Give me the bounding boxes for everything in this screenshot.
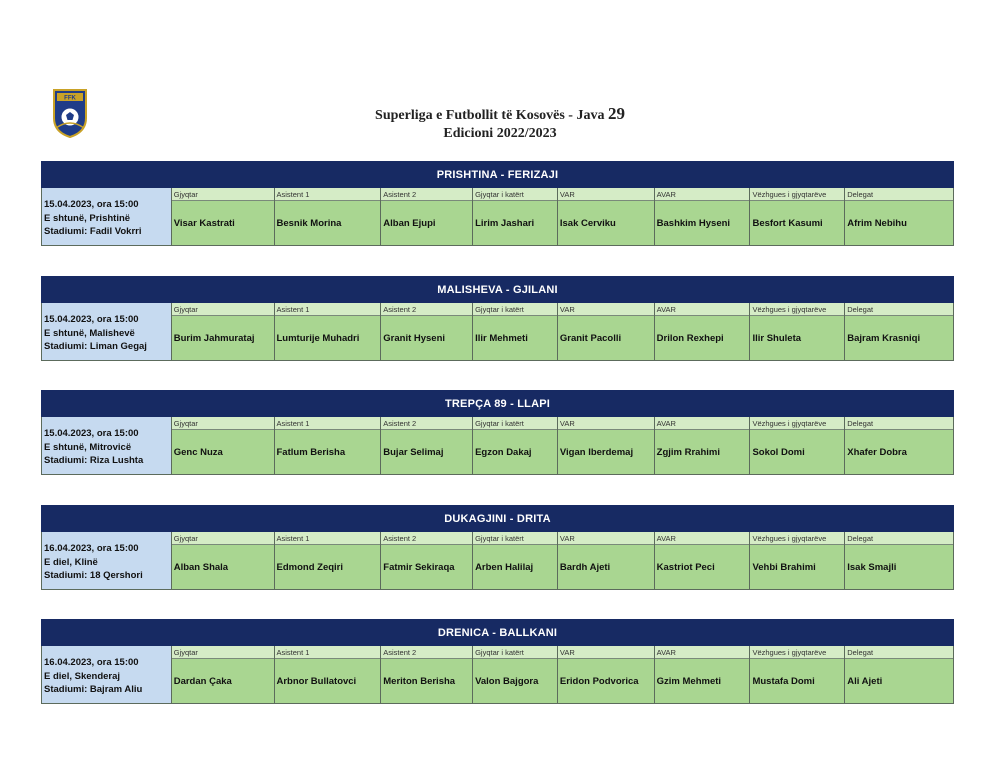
match-stadium: Stadiumi: Bajram Aliu	[44, 684, 143, 695]
official-cell	[172, 417, 275, 474]
official-name: Besfort Kasumi	[750, 201, 844, 245]
role-label: Delegat	[845, 188, 953, 201]
official-cell	[275, 532, 382, 589]
role-label: Vëzhgues i gjyqtarëve	[750, 303, 844, 316]
official-name: Granit Hyseni	[381, 316, 472, 360]
official-cell	[845, 188, 953, 245]
official-cell	[381, 646, 473, 703]
official-name: Isak Smajli	[845, 545, 953, 589]
official-name: Drilon Rexhepi	[655, 316, 750, 360]
official-cell	[655, 303, 751, 360]
role-label: Gjyqtar i katërt	[473, 646, 557, 659]
official-name: Dardan Çaka	[172, 659, 274, 703]
title-line-1: Superliga e Futbollit të Kosovës - Java	[375, 108, 605, 123]
official-cell	[473, 303, 558, 360]
official-name: Xhafer Dobra	[845, 430, 953, 474]
role-label: Gjyqtar i katërt	[473, 303, 557, 316]
official-name: Arbnor Bullatovci	[275, 659, 381, 703]
official-name: Bashkim Hyseni	[655, 201, 750, 245]
official-cell	[473, 532, 558, 589]
official-name: Gzim Mehmeti	[655, 659, 750, 703]
official-cell	[381, 303, 473, 360]
match-details	[41, 303, 954, 361]
role-label: Gjyqtar i katërt	[473, 188, 557, 201]
official-name: Ilir Shuleta	[750, 316, 844, 360]
official-cell	[655, 646, 751, 703]
official-cell	[381, 532, 473, 589]
official-name: Arben Halilaj	[473, 545, 557, 589]
official-name: Visar Kastrati	[172, 201, 274, 245]
role-label: VAR	[558, 417, 654, 430]
official-cell	[381, 417, 473, 474]
match-details	[41, 646, 954, 704]
match-date: 15.04.2023, ora 15:00	[44, 199, 139, 210]
official-name: Meriton Berisha	[381, 659, 472, 703]
match-day-place: E shtunë, Prishtinë	[44, 212, 131, 224]
official-cell	[172, 532, 275, 589]
official-cell	[381, 188, 473, 245]
role-label: Gjyqtar i katërt	[473, 532, 557, 545]
official-name: Genc Nuza	[172, 430, 274, 474]
role-label: Vëzhgues i gjyqtarëve	[750, 646, 844, 659]
official-name: Egzon Dakaj	[473, 430, 557, 474]
official-cell	[750, 303, 845, 360]
ffk-logo-icon	[52, 88, 88, 138]
official-cell	[558, 417, 655, 474]
match-block	[41, 390, 954, 475]
role-label: Delegat	[845, 532, 953, 545]
match-day-place: E diel, Klinë	[44, 556, 98, 568]
official-name: Kastriot Peci	[655, 545, 750, 589]
official-cell	[845, 532, 953, 589]
role-label: Gjyqtar	[172, 303, 274, 316]
match-info	[42, 532, 172, 589]
official-name: Afrim Nebihu	[845, 201, 953, 245]
official-cell	[172, 188, 275, 245]
match-date: 15.04.2023, ora 15:00	[44, 314, 139, 325]
week-number: 29	[607, 104, 625, 123]
official-cell	[558, 532, 655, 589]
role-label: AVAR	[655, 188, 750, 201]
match-info	[42, 303, 172, 360]
match-details	[41, 188, 954, 246]
official-name: Mustafa Domi	[750, 659, 844, 703]
match-block	[41, 161, 954, 246]
official-cell	[845, 646, 953, 703]
role-label: AVAR	[655, 646, 750, 659]
match-details	[41, 417, 954, 475]
logo-text: FFK	[64, 95, 76, 102]
role-label: AVAR	[655, 417, 750, 430]
role-label: Delegat	[845, 417, 953, 430]
role-label: Vëzhgues i gjyqtarëve	[750, 532, 844, 545]
role-label: Delegat	[845, 303, 953, 316]
official-name: Besnik Morina	[275, 201, 381, 245]
official-name: Lirim Jashari	[473, 201, 557, 245]
role-label: VAR	[558, 303, 654, 316]
official-name: Alban Shala	[172, 545, 274, 589]
role-label: Asistent 1	[275, 303, 381, 316]
official-cell	[750, 417, 845, 474]
role-label: Asistent 2	[381, 417, 472, 430]
official-cell	[655, 417, 751, 474]
official-cell	[558, 303, 655, 360]
official-name: Ali Ajeti	[845, 659, 953, 703]
match-teams: TREPÇA 89 - LLAPI	[41, 390, 954, 417]
match-stadium: Stadiumi: 18 Qershori	[44, 570, 143, 581]
official-cell	[473, 417, 558, 474]
role-label: AVAR	[655, 303, 750, 316]
official-name: Lumturije Muhadri	[275, 316, 381, 360]
match-teams: DRENICA - BALLKANI	[41, 619, 954, 646]
official-name: Ilir Mehmeti	[473, 316, 557, 360]
official-cell	[275, 417, 382, 474]
role-label: Gjyqtar	[172, 188, 274, 201]
official-cell	[275, 646, 382, 703]
official-name: Bujar Selimaj	[381, 430, 472, 474]
official-cell	[845, 303, 953, 360]
match-teams: DUKAGJINI - DRITA	[41, 505, 954, 532]
match-block	[41, 505, 954, 590]
match-info	[42, 188, 172, 245]
role-label: Asistent 2	[381, 532, 472, 545]
match-block	[41, 619, 954, 704]
role-label: Asistent 1	[275, 417, 381, 430]
match-stadium: Stadiumi: Liman Gegaj	[44, 341, 147, 352]
official-cell	[655, 532, 751, 589]
official-name: Vehbi Brahimi	[750, 545, 844, 589]
official-cell	[473, 646, 558, 703]
role-label: Asistent 1	[275, 188, 381, 201]
official-name: Fatmir Sekiraqa	[381, 545, 472, 589]
official-name: Valon Bajgora	[473, 659, 557, 703]
match-stadium: Stadiumi: Fadil Vokrri	[44, 226, 142, 237]
role-label: Asistent 2	[381, 188, 472, 201]
official-cell	[172, 646, 275, 703]
role-label: Gjyqtar	[172, 646, 274, 659]
match-day-place: E diel, Skenderaj	[44, 670, 121, 682]
official-name: Edmond Zeqiri	[275, 545, 381, 589]
official-cell	[275, 188, 382, 245]
official-name: Isak Cerviku	[558, 201, 654, 245]
role-label: Vëzhgues i gjyqtarëve	[750, 188, 844, 201]
match-date: 16.04.2023, ora 15:00	[44, 543, 139, 554]
title-line-2: Edicioni 2022/2023	[443, 126, 557, 141]
official-name: Fatlum Berisha	[275, 430, 381, 474]
official-name: Alban Ejupi	[381, 201, 472, 245]
official-cell	[750, 532, 845, 589]
official-cell	[172, 303, 275, 360]
page-title	[300, 105, 700, 143]
official-name: Bajram Krasniqi	[845, 316, 953, 360]
official-name: Sokol Domi	[750, 430, 844, 474]
role-label: Vëzhgues i gjyqtarëve	[750, 417, 844, 430]
official-name: Bardh Ajeti	[558, 545, 654, 589]
official-cell	[845, 417, 953, 474]
match-stadium: Stadiumi: Riza Lushta	[44, 455, 144, 466]
official-name: Vigan Iberdemaj	[558, 430, 654, 474]
role-label: Asistent 2	[381, 646, 472, 659]
role-label: Gjyqtar	[172, 532, 274, 545]
official-cell	[473, 188, 558, 245]
official-name: Zgjim Rrahimi	[655, 430, 750, 474]
official-cell	[558, 646, 655, 703]
match-teams: MALISHEVA - GJILANI	[41, 276, 954, 303]
match-details	[41, 532, 954, 590]
official-name: Granit Pacolli	[558, 316, 654, 360]
match-info	[42, 646, 172, 703]
official-cell	[750, 188, 845, 245]
role-label: VAR	[558, 532, 654, 545]
role-label: Delegat	[845, 646, 953, 659]
match-day-place: E shtunë, Mitrovicë	[44, 441, 132, 453]
match-teams: PRISHTINA - FERIZAJI	[41, 161, 954, 188]
match-date: 15.04.2023, ora 15:00	[44, 428, 139, 439]
role-label: VAR	[558, 646, 654, 659]
official-cell	[750, 646, 845, 703]
official-name: Burim Jahmurataj	[172, 316, 274, 360]
official-cell	[558, 188, 655, 245]
role-label: Asistent 1	[275, 646, 381, 659]
role-label: Asistent 2	[381, 303, 472, 316]
match-date: 16.04.2023, ora 15:00	[44, 657, 139, 668]
official-cell	[275, 303, 382, 360]
role-label: AVAR	[655, 532, 750, 545]
role-label: Gjyqtar	[172, 417, 274, 430]
role-label: Asistent 1	[275, 532, 381, 545]
role-label: VAR	[558, 188, 654, 201]
match-block	[41, 276, 954, 361]
official-name: Eridon Podvorica	[558, 659, 654, 703]
official-cell	[655, 188, 751, 245]
match-info	[42, 417, 172, 474]
match-day-place: E shtunë, Malishevë	[44, 327, 135, 339]
role-label: Gjyqtar i katërt	[473, 417, 557, 430]
